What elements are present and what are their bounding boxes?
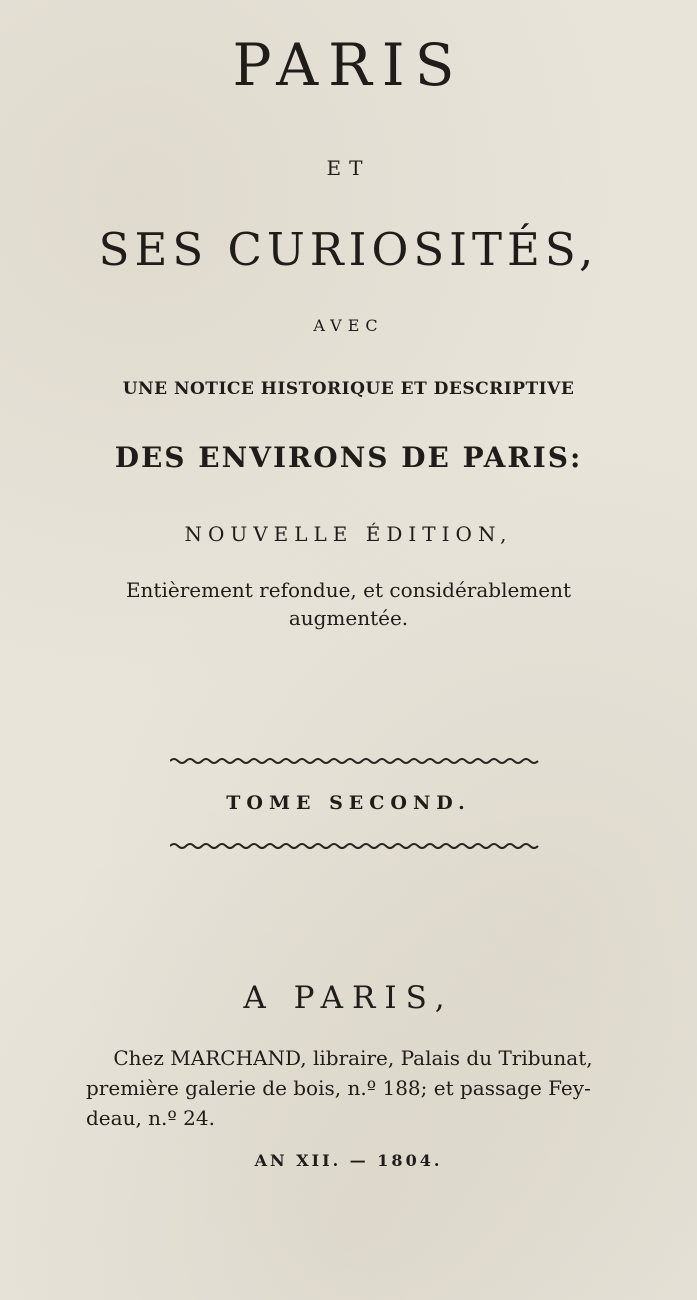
notice-text: UNE NOTICE HISTORIQUE ET DESCRIPTIVE [122,379,575,399]
publisher-line-2: première galerie de bois, n.º 188; et passage Fey- [86,1076,591,1100]
edition-description [0,576,697,632]
conjunction-text: ET [326,156,371,180]
book-title: PARIS [232,31,465,99]
ornamental-rule-bottom [170,842,540,850]
ornamental-rule-top [170,757,540,765]
edition-text: NOUVELLE ÉDITION, [184,522,513,546]
publication-date: AN XII. — 1804. [254,1151,443,1170]
publisher-line-1: Chez MARCHAND, libraire, Palais du Tribunat, [113,1046,593,1070]
description-line-1: Entièrement refondue, et considérablement [125,578,572,602]
volume-label: TOME SECOND. [226,792,471,814]
publisher-block [58,1043,648,1133]
avec-text: AVEC [313,316,384,335]
publisher-line-3: deau, n.º 24. [86,1106,215,1130]
description-line-2: augmentée. [288,606,409,630]
book-subtitle: SES CURIOSITÉS, [98,223,599,276]
environs-text: DES ENVIRONS DE PARIS: [114,441,583,474]
publication-place: A PARIS, [243,980,454,1016]
